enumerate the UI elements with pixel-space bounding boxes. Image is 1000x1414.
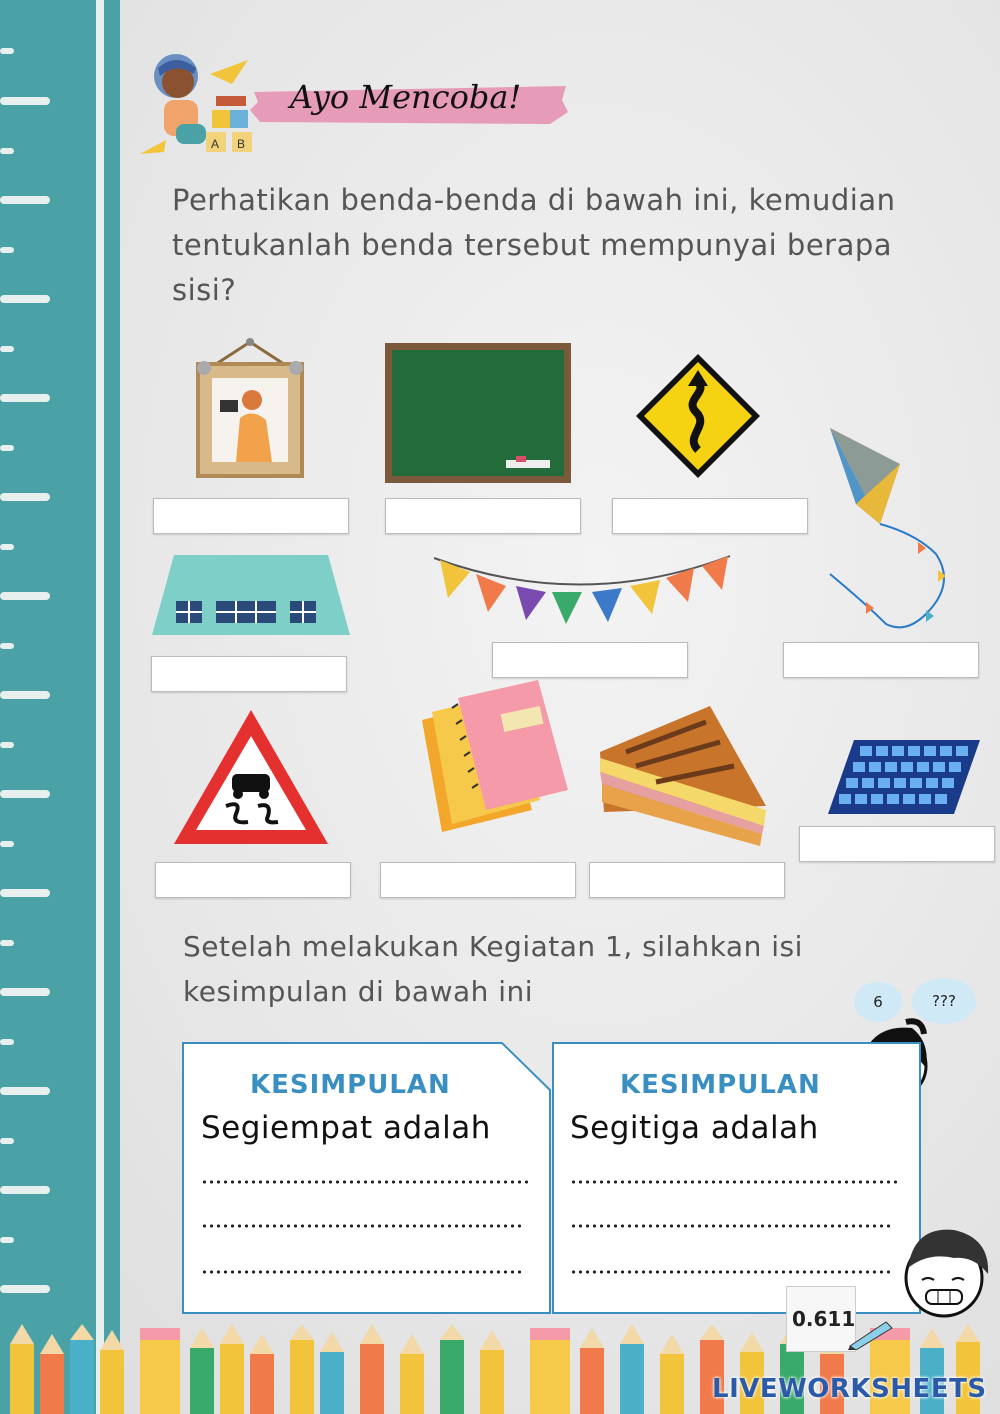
ruler-decoration bbox=[0, 0, 120, 1414]
road-sign-diamond-image bbox=[634, 352, 762, 480]
thought-bubble-right: ??? bbox=[912, 978, 976, 1024]
conclusion-title-left: KESIMPULAN bbox=[250, 1070, 451, 1100]
chalkboard-image bbox=[384, 342, 572, 484]
bunting-flags-image bbox=[432, 552, 732, 632]
answer-box-picture-frame[interactable] bbox=[153, 498, 349, 534]
dotted-line bbox=[570, 1270, 892, 1274]
dotted-line bbox=[570, 1180, 900, 1184]
picture-frame-image bbox=[190, 338, 310, 480]
block-letter-a: A bbox=[211, 137, 220, 151]
answer-box-bunting[interactable] bbox=[492, 642, 688, 678]
kite-image bbox=[826, 424, 958, 634]
answer-box-solar-panel[interactable] bbox=[799, 826, 995, 862]
kid-character-illustration bbox=[136, 44, 266, 156]
answer-box-chalkboard[interactable] bbox=[385, 498, 581, 534]
conclusion-instructions: Setelah melakukan Kegiatan 1, silahkan isi kesimpulan di bawah ini bbox=[183, 930, 803, 1008]
brand-logo-text: LIVEWORKSHEETS bbox=[712, 1374, 987, 1404]
conclusion-prompt-left: Segiempat adalah bbox=[201, 1110, 491, 1146]
notebooks-image bbox=[402, 680, 570, 840]
thought-bubble-left: 6 bbox=[854, 982, 902, 1022]
answer-box-kite[interactable] bbox=[783, 642, 979, 678]
instructions-text: Perhatikan benda-benda di bawah ini, kemudian tentukanlah benda tersebut mempunyai berapa sisi? bbox=[172, 183, 896, 307]
answer-box-notebooks[interactable] bbox=[380, 862, 576, 898]
boy-face-illustration bbox=[894, 1222, 998, 1322]
warning-sign-triangle-image bbox=[172, 706, 330, 846]
conclusion-title-right: KESIMPULAN bbox=[620, 1070, 821, 1100]
house-roof-image bbox=[152, 553, 350, 635]
answer-box-house-roof[interactable] bbox=[151, 656, 347, 692]
answer-box-road-sign[interactable] bbox=[612, 498, 808, 534]
answer-box-warning-sign[interactable] bbox=[155, 862, 351, 898]
block-letter-b: B bbox=[237, 137, 246, 151]
answer-box-sandwich[interactable] bbox=[589, 862, 785, 898]
score-value: 0.611 bbox=[792, 1307, 856, 1331]
solar-panel-image bbox=[826, 738, 982, 816]
dotted-line bbox=[201, 1224, 523, 1228]
page-title: Ayo Mencoba! bbox=[290, 78, 522, 116]
pencil-icon bbox=[846, 1318, 896, 1350]
conclusion-prompt-right: Segitiga adalah bbox=[570, 1110, 819, 1146]
dotted-line bbox=[201, 1180, 531, 1184]
sandwich-image bbox=[596, 702, 768, 848]
dotted-line bbox=[570, 1224, 892, 1228]
dotted-line bbox=[201, 1270, 523, 1274]
